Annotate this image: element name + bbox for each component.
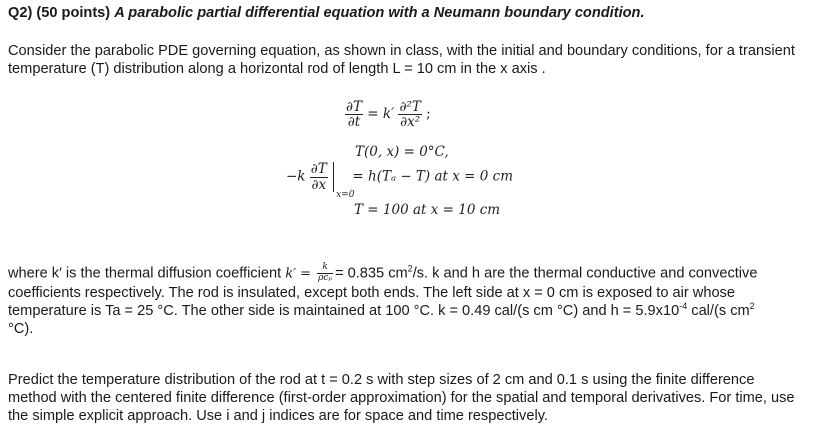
bc-left-subscript: x=0: [336, 190, 355, 200]
explanation-line-1-suffix: /s. k and h are the thermal conductive and convective: [412, 265, 758, 282]
intro-line-2: temperature (T) distribution along a horizontal rod of length L = 10 cm in the x axis .: [8, 61, 546, 77]
bc-left-rhs: = h(Tₐ − T) at x = 0 cm: [352, 168, 513, 185]
task-line-3: the simple explicit approach. Use i and j indices are for space and time respectively.: [8, 408, 548, 424]
diffusivity-fraction: [317, 263, 333, 284]
pde-rhs-denominator: ∂x²: [400, 114, 421, 131]
task-paragraph: [8, 371, 820, 425]
pde-lhs-numerator: ∂T: [346, 99, 362, 115]
explanation-line-1: [8, 263, 820, 284]
diffusivity-value: = 0.835 cm: [335, 265, 408, 282]
equation-block: [0, 100, 824, 225]
explanation-line-4: °C).: [8, 320, 34, 337]
evaluation-bar: [333, 162, 355, 200]
left-boundary-condition: [286, 161, 513, 200]
question-title: A parabolic partial differential equation with a Neumann boundary condition.: [114, 5, 645, 21]
explanation-line-3-prefix: temperature is Ta = 25 °C. The other side is maintained at 100 °C. k = 0.49 cal/(s cm °C) and h = 5.9x10: [8, 302, 680, 319]
pde-rhs-fraction: [398, 100, 421, 129]
task-line-1: Predict the temperature distribution of the rod at t = 0.2 s with step sizes of 2 cm and 0.1 s using the finite difference: [8, 372, 755, 388]
pde-equals-coefficient: = k′: [367, 106, 395, 123]
pde-rhs-numerator: ∂²T: [399, 99, 421, 115]
h-units-exponent: 2: [749, 300, 755, 311]
explanation-paragraph: [8, 263, 820, 338]
pde-lhs-denominator: ∂t: [347, 114, 361, 131]
diffusivity-denominator: ρcₚ: [318, 272, 333, 283]
question-heading: [8, 5, 645, 21]
bc-left-fraction: [310, 162, 328, 191]
pde-equation: [345, 100, 431, 129]
intro-line-1: Consider the parabolic PDE governing equation, as shown in class, with the initial and boundary conditions, for a transient: [8, 43, 795, 59]
task-line-2: method with the centered finite difference (first-order approximation) for the spatial and temporal derivatives. For time, use: [8, 390, 795, 406]
pde-lhs-fraction: [345, 100, 363, 129]
h-exponent: -4: [679, 300, 688, 311]
diffusivity-exponent: 2: [407, 263, 413, 274]
explanation-line-3-mid: cal/(s cm: [687, 302, 750, 319]
diffusivity-numerator: k: [317, 263, 333, 274]
explanation-line-2: coefficients respectively. The rod is insulated, except both ends. The left side at x = 0 cm is exposed to air whose: [8, 284, 735, 301]
pde-terminator: ;: [426, 106, 431, 123]
bc-left-prefix: −k: [286, 168, 306, 185]
explanation-line-3: [8, 302, 820, 320]
bc-left-denominator: ∂x: [311, 176, 327, 193]
bc-left-numerator: ∂T: [310, 161, 327, 178]
question-number-points: Q2) (50 points): [8, 5, 111, 21]
explanation-line-1-prefix: where k′ is the thermal diffusion coefficient: [8, 265, 282, 282]
diffusivity-lhs: k′ =: [285, 266, 312, 282]
right-boundary-condition: T = 100 at x = 10 cm: [354, 202, 501, 218]
initial-condition: T(0, x) = 0°C,: [355, 144, 449, 160]
intro-paragraph: [8, 42, 808, 78]
